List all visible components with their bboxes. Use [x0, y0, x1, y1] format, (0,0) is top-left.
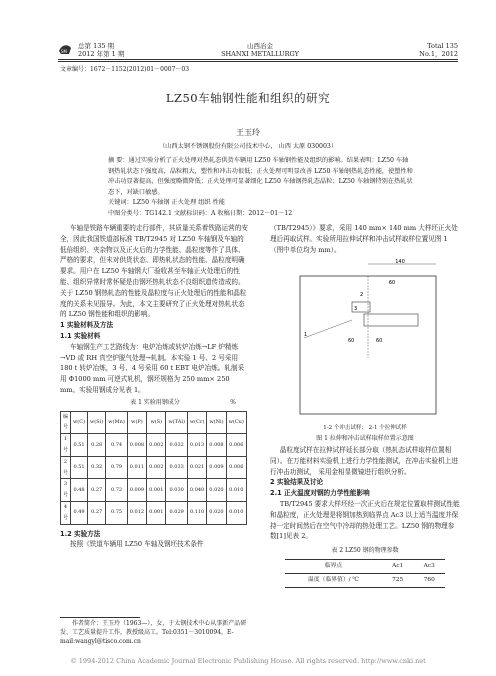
table-row: 1号 0.51 0.28 0.74 0.008 0.002 0.032 0.013 0.008 0.006: [61, 434, 247, 457]
right-column-top: [270, 223, 460, 255]
author-footnote: 作者简介：王玉玲（1963—），女，于太钢技术中心从事新产品研发、工艺质量提升工作，教授级高工。Tel:0351－3010094，E-mail:wangyl@tisco.com.cn: [60, 620, 247, 645]
article-title: LZ50车轴钢性能和组织的研究: [165, 91, 331, 105]
label-1: 1: [304, 332, 308, 338]
section-1-2-heading: 1.2 实验方法: [60, 529, 101, 538]
dim-60-right: 60: [376, 338, 383, 344]
abstract: [108, 156, 460, 219]
dim-60-top: 60: [388, 280, 396, 286]
composition-table: [60, 411, 247, 525]
figure-sublabel: 1-2 个冲击试样； 2-1 个拉伸试样: [323, 425, 407, 431]
label-3: 3: [354, 306, 358, 312]
table-header-row: 临界点 Ac1 Ac3: [285, 559, 445, 573]
methods-paragraph: 按照《铁道车辆用 LZ50 车轴及钢坯技术条件: [69, 540, 204, 549]
table-row: 温度（临界值）/ ℃ 725 760: [308, 576, 435, 583]
test-method-paragraph: 晶粒度试样在拉伸试样延长部分取（热轧态试样取样位置相同）。在万能材料实验机上进行力学性能测试，在冲击实验机上进行冲击功测试， 采用金相显微镜进行组织分析。: [270, 446, 458, 476]
article-number: 文章编号：1672－1152(2012)01－0007－03: [60, 66, 190, 73]
section-2-heading: 2 实验结果及讨论: [270, 478, 324, 487]
header-issue: 总第 135 期 2012 年第 1 期: [78, 42, 125, 58]
left-column: [60, 223, 250, 550]
label-2: 2: [360, 292, 364, 298]
abstract-line: 冲击功显著提高，但强度略微降低；正火处理可显著细化 LZ50 车轴钢热轧态晶粒；LZ50 车轴钢特别在热轧状: [108, 178, 413, 185]
keywords: 关键词：LZ50 车轴钢 正火处理 组织 性能: [108, 199, 225, 206]
dim-60-left: 60: [348, 338, 355, 344]
continued-paragraph: （TB/T2945）》要求，采用 140 mm× 140 mm 大样坯正火处理后再取试样。实验所用拉伸试样和冲击试样取样位置见图 1（图中单位均为 mm）。: [270, 224, 458, 254]
section-1-heading: 1 实验材料及方法: [60, 321, 114, 330]
table1-unit: %: [230, 398, 236, 406]
section-2-1-heading: 2.1 正火温度对钢的力学性能影响: [270, 489, 370, 498]
intro-paragraph: 车轴是铁路车辆重要的走行部件，其质量关系着铁路运营的安全，因此我国铁道部标准 TB/T2945 对 LZ50 车轴钢及车轴的低倍组织、夹杂物以及正火后的力学性能、晶粒度等作了具体、严格的要求，但未对供货状态、即热轧状态的性能、晶粒度明确要求。用户在 LZ50 车轴钢大厂验收甚至车轴正火处理后的性能、组织异常时常怀疑是由钢坯热轧状态不良组织遗传造成的。关于 LZ50 钢热轧态的性能及晶粒度与正火处理后的性能和晶粒度的关系未见报导。为此，本文主要研究了正火处理对热轧状态的 LZ50 钢性能和组织的影响。: [60, 224, 248, 319]
table-row: 2号 0.51 0.32 0.79 0.011 0.002 0.033 0.021 0.009 0.006: [61, 456, 247, 479]
figure-caption: 图 1 拉伸和冲击试样取样位置示意图: [316, 435, 414, 442]
dim-140: 140: [395, 259, 405, 265]
footnote-rule: [60, 617, 140, 618]
affiliation: （山西太钢不锈钢股份有限公司技术中心， 山西 太原 030003）: [158, 143, 338, 150]
svg-text:SM: SM: [61, 49, 67, 54]
table-header-row: 编号 w(C) w(Si) w(Mn) w(P) w(S) w(TAl) w(Cr) w(Ni) w(Cu): [61, 411, 247, 434]
table2-caption: 表 2 LZ50 钢的物理参数: [331, 547, 399, 555]
abstract-line: 钢热轧状态下强度高，晶粒粗大，塑性和冲击功很低；正火处理可明显改善 LZ50 车轴钢热轧态性能，使塑性和: [108, 167, 413, 175]
header-rule: [58, 59, 458, 60]
journal-logo: [58, 42, 72, 56]
header-journal: 山西冶金 SHANXI METALLURGY: [221, 42, 299, 58]
table-row: 4号 0.49 0.27 0.75 0.012 0.001 0.029 0.110 0.020 0.010: [61, 501, 247, 524]
right-column-bottom: [270, 445, 460, 588]
materials-paragraph: 车轴钢生产工艺路线为：电炉冶炼或转炉冶炼→LF 炉精炼→VD 或 RH 真空炉脱气处理→轧制。本实验 1 号、2 号采用 180 t 转炉冶炼，3 号、4 号采用 60 t EBT 电炉冶炼。轧制采用 Φ1000 mm 可逆式轧机，钢坯规格为 250 mm× 250 mm。实验用钢成分见表 1。: [60, 342, 245, 394]
physical-params-table: [285, 559, 445, 588]
tensile-specimen: [364, 314, 418, 326]
section-1-1-heading: 1.1 实验材料: [60, 331, 101, 340]
classification: 中图分类号：TG142.1 文献标识码：A 收稿日期：2012－01－12: [108, 209, 293, 217]
header-total: Total 135 No.1，2012: [419, 42, 458, 58]
copyright-footer: © 1994-2012 China Academic Journal Electronic Publishing House. All rights reserved. http://www.cnki.net: [70, 657, 426, 665]
abstract-line: 态下，对缺口敏感。: [108, 188, 164, 196]
header-rule-thin: [58, 61, 458, 62]
author: 王玉玲: [236, 128, 260, 137]
sampling-diagram: [292, 258, 440, 418]
table1-caption: 表 1 实验用钢成分 %: [60, 398, 250, 409]
abstract-line: 摘 要：通过实验分析了正火处理对热轧态供货车辆用 LZ50 车轴钢性能及组织的影响。结果表明：LZ50 车轴: [108, 157, 409, 164]
table-row: 3号 0.48 0.27 0.72 0.009 0.001 0.030 0.040 0.020 0.010: [61, 479, 247, 502]
normalizing-paragraph: TB/T2945 要求大样坯经一次正火后在规定位置取样测试性能和晶粒度，正火处理是将钢加热到临界点 Ac3 以上适当温度并保持一定时间然后在空气中冷却的热处理工艺。LZ50 钢的物理参数[1]见表 2。: [270, 499, 460, 541]
